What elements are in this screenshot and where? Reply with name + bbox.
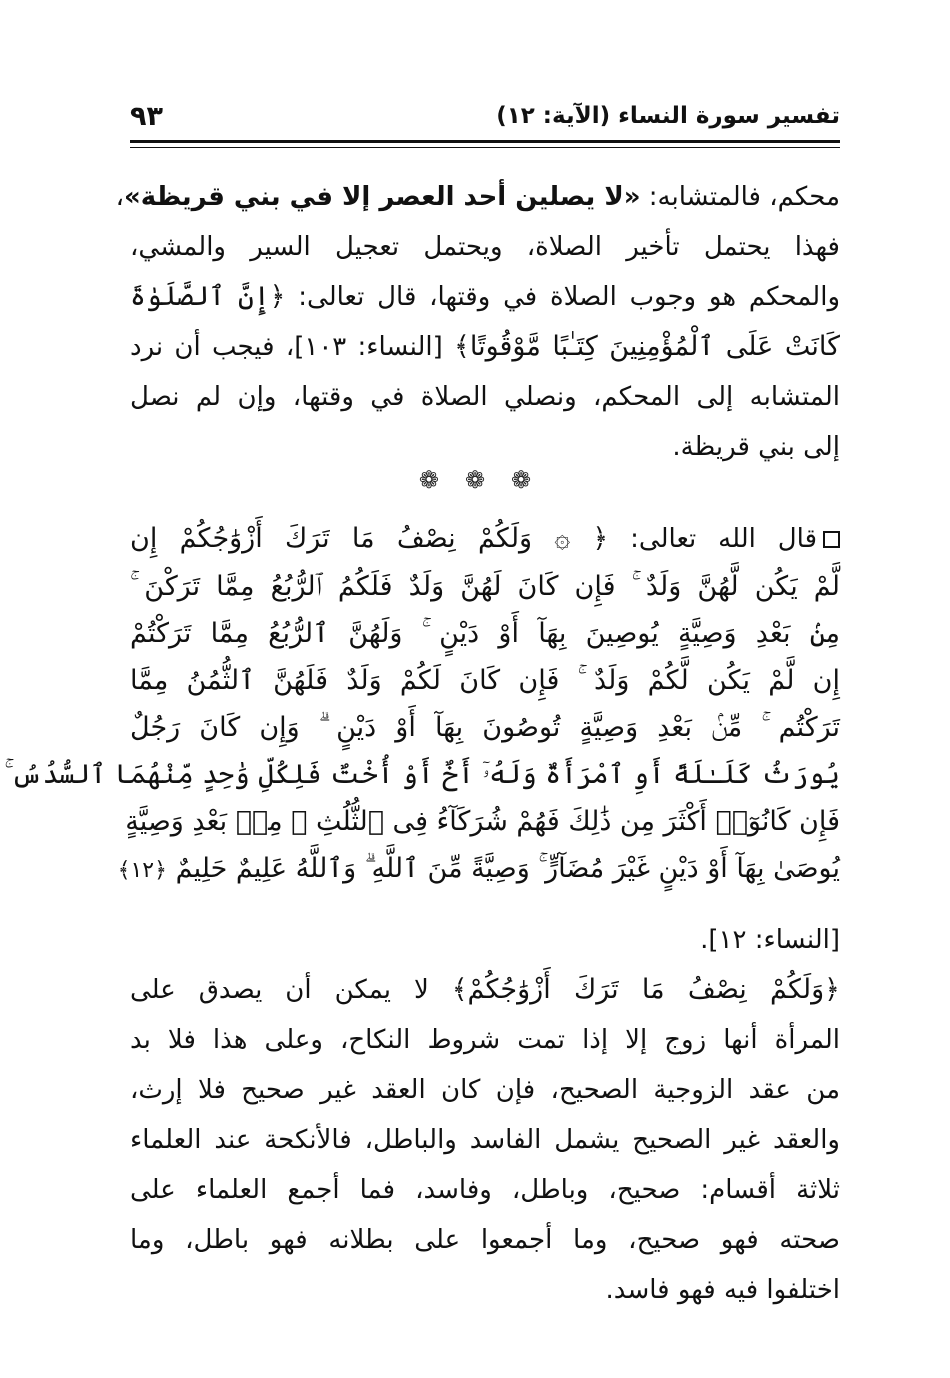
paragraph-commentary [130, 965, 840, 1315]
verse-line: مِنۢ بَعْدِ وَصِيَّةٍ يُوصِينَ بِهَآ أَوْ دَيْنٍ ۚ وَلَهُنَّ ٱلرُّبُعُ مِمَّا تَرَكْتُمْ [130, 618, 840, 649]
text-line: اختلفوا فيه فهو فاسد. [605, 1275, 840, 1305]
text-line [115, 172, 840, 222]
verse-number-ornament: ﴿١٢﴾ [117, 858, 167, 883]
text-run: [النساء: ١٠٣]، فيجب أن نرد [130, 332, 455, 362]
text-line: المتشابه إلى المحكم، ونصلي الصلاة في وقتها، وإن لم نصل [130, 382, 840, 412]
text-line: المرأة أنها زوج إلا إذا تمت شروط النكاح، وعلى هذا فلا بد [130, 1025, 840, 1055]
quran-text: ﴿ ۞ وَلَكُمْ نِصْفُ مَا تَرَكَ أَزْوَٰجُكُمْ إِن [130, 523, 609, 554]
verse-reference: [النساء: ١٢]. [700, 925, 840, 955]
text-run: والمحكم هو وجوب الصلاة في وقتها، قال تعالى: [285, 282, 841, 312]
text-run: ، [115, 182, 125, 212]
verse-line: تَرَكْتُم ۚ مِّنۢ بَعْدِ وَصِيَّةٍ تُوصُونَ بِهَآ أَوْ دَيْنٍ ۗ وَإِن كَانَ رَجُلٌ [130, 712, 840, 743]
header-rule-thick [130, 140, 840, 143]
flower-ornament-icon: ❁ [464, 466, 486, 494]
text-line [130, 272, 840, 322]
text-line: إلى بني قريظة. [672, 432, 840, 462]
hadith-quote: «لا يصلين أحد العصر إلا في بني قريظة» [124, 182, 641, 212]
verse-line: يُورَثُ كَلَـٰلَةً أَوِ ٱمْرَأَةٌ وَلَهُۥٓ أَخٌ أَوْ أُخْتٌ فَلِكُلِّ وَٰحِدٍ مِّنْهُمَا ٱلسُّدُسُ ۚ [4, 759, 840, 790]
verse-block [4, 515, 840, 894]
verse-line [130, 515, 840, 563]
verse-intro: قال الله تعالى: [608, 524, 818, 554]
quran-quote: ﴿إِنَّ ٱلصَّلَوٰةَ [130, 281, 286, 312]
text-line: فهذا يحتمل تأخير الصلاة، ويحتمل تعجيل السير والمشي، [130, 232, 840, 262]
text-run: محكم، فالمتشابه: [640, 182, 840, 212]
verse-line: فَإِن كَانُوٓا۟ أَكْثَرَ مِن ذَٰلِكَ فَهُمْ شُرَكَآءُ فِى ٱلثُّلُثِ ۚ مِنۢ بَعْدِ وَصِيَّةٍ [125, 806, 840, 837]
page-header [130, 92, 840, 140]
flower-ornament-icon: ❁ [418, 466, 439, 494]
section-separator [0, 460, 950, 500]
header-rule-thin [130, 147, 840, 148]
text-line: من عقد الزوجية الصحيح، فإن كان العقد غير صحيح فلا إرث، [130, 1075, 840, 1105]
quran-quote: كَانَتْ عَلَى ٱلْمُؤْمِنِينَ كِتَـٰبًا مَّوْقُوتًا﴾ [454, 331, 840, 362]
verse-line: إِن لَّمْ يَكُن لَّكُمْ وَلَدٌ ۚ فَإِن كَانَ لَكُمْ وَلَدٌ فَلَهُنَّ ٱلثُّمُنُ مِمَّا [130, 665, 840, 696]
quran-text: يُوصَىٰ بِهَآ أَوْ دَيْنٍ غَيْرَ مُضَآرٍّ ۚ وَصِيَّةً مِّنَ ٱللَّهِ ۗ وَٱللَّهُ عَلِيمٌ حَلِيمٌ [175, 853, 840, 884]
paragraph-muhkam [115, 172, 841, 472]
text-line [130, 965, 840, 1015]
verse-line: لَّمْ يَكُن لَّهُنَّ وَلَدٌ ۚ فَإِن كَانَ لَهُنَّ وَلَدٌ فَلَكُمُ ٱلرُّبُعُ مِمَّا تَرَكْنَ ۚ [130, 571, 840, 602]
running-title: تفسير سورة النساء (الآية: ١٢) [496, 103, 840, 129]
text-line [130, 322, 840, 372]
quran-quote: ﴿وَلَكُمْ نِصْفُ مَا تَرَكَ أَزْوَٰجُكُمْ﴾ [451, 974, 840, 1005]
text-line: والعقد غير الصحيح يشمل الفاسد والباطل، فالأنكحة عند العلماء [130, 1125, 840, 1155]
text-line: ثلاثة أقسام: صحيح، وباطل، وفاسد، فما أجمع العلماء على [130, 1175, 840, 1205]
text-run: لا يمكن أن يصدق على [130, 975, 452, 1005]
page-number: ٩٣ [130, 100, 163, 132]
square-bullet-icon [823, 531, 840, 548]
flower-ornament-icon: ❁ [511, 466, 532, 494]
verse-line [117, 845, 840, 894]
text-line: صحته فهو صحيح، وما أجمعوا على بطلانه فهو باطل، وما [130, 1225, 840, 1255]
